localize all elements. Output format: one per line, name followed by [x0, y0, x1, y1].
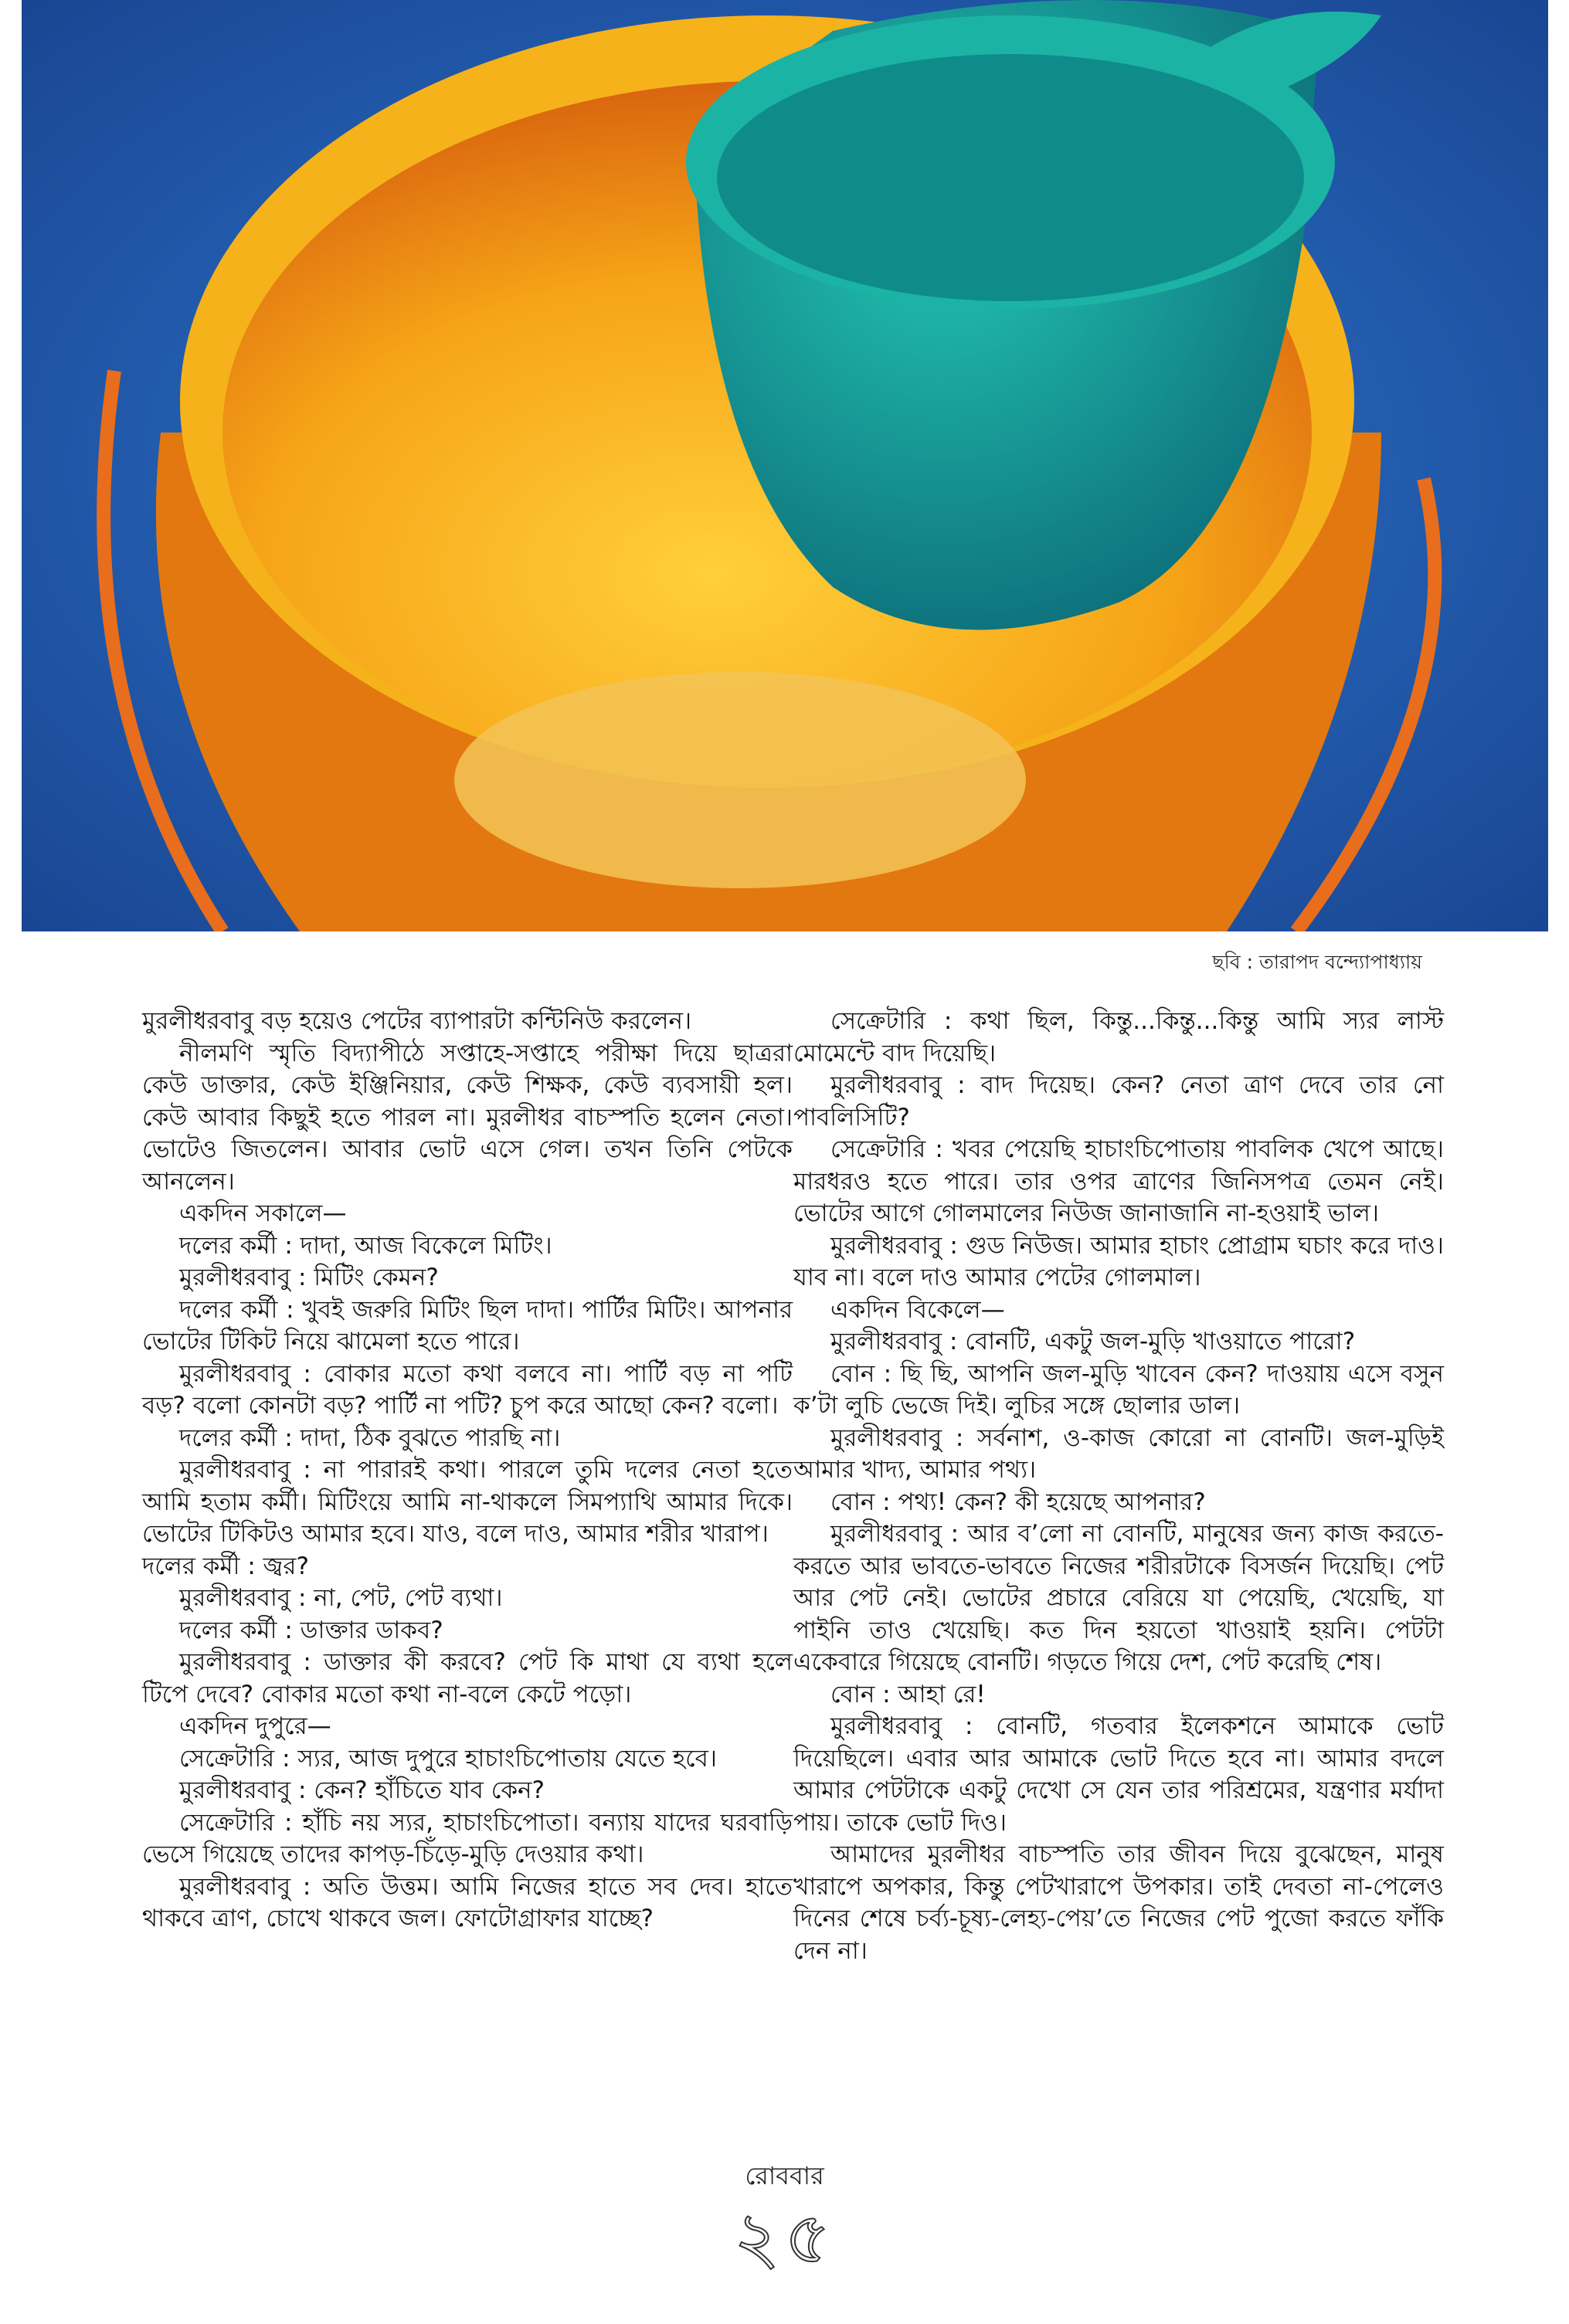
paragraph: একদিন সকালে— — [179, 1199, 347, 1227]
paragraph: দলের কর্মী : দাদা, আজ বিকেলে মিটিং। — [179, 1231, 552, 1260]
paragraph: আমাদের মুরলীধর বাচস্পতি তার জীবন দিয়ে বুঝেছেন, মানুষ খারাপে অপকার, কিন্তু পেটখারাপে উপকার। তাই দেবতা না-পেলেও দিনের শেষে চর্ব্য-চূষ্য-লেহ্য-পেয়’তে নিজের পেট পুজো করতে ফাঁকি দেন না। — [793, 1841, 1444, 1965]
paragraph: মুরলীধরবাবু : কেন? হাঁচিতে যাব কেন? — [179, 1776, 545, 1804]
paragraph: একদিন বিকেলে— — [830, 1295, 1005, 1324]
paragraph: মুরলীধরবাবু : না, পেট, পেট ব্যথা। — [179, 1584, 503, 1612]
paragraph: মুরলীধরবাবু : আর ব’লো না বোনটি, মানুষের জন্য কাজ করতে-করতে আর ভাবতে-ভাবতে নিজের শরীরটাকে বিসর্জন দিয়েছি। পেট আর পেট নেই। ভোটের প্রচারে বেরিয়ে যা পেয়েছি, খেয়েছি, যা পাইনি তাও খেয়েছি। কত দিন হয়তো খাওয়াই হয়নি। পেটটা একেবারে গিয়েছে বোনটি। গড়তে গিয়ে দেশ, পেট করেছি শেষ। — [793, 1520, 1444, 1676]
magazine-name: রোববার — [745, 2161, 824, 2190]
paragraph: মুরলীধরবাবু : বোকার মতো কথা বলবে না। পার্টি বড় না পটি বড়? বলো কোনটা বড়? পার্টি না পটি? চুপ করে আছো কেন? বলো। — [142, 1359, 793, 1420]
paragraph: মুরলীধরবাবু : বাদ দিয়েছ। কেন? নেতা ত্রাণ দেবে তার নো পাবলিসিটি? — [793, 1071, 1444, 1131]
article-column-right — [793, 1006, 1444, 1967]
paragraph: সেক্রেটারি : কথা ছিল, কিন্তু...কিন্তু...কিন্তু আমি স্যর লাস্ট মোমেন্টে বাদ দিয়েছি। — [793, 1007, 1444, 1067]
paragraph: মুরলীধরবাবু : মিটিং কেমন? — [179, 1264, 439, 1291]
paragraph: দলের কর্মী : দাদা, ঠিক বুঝতে পারছি না। — [179, 1423, 561, 1452]
paragraph: মুরলীধরবাবু : বোনটি, গতবার ইলেকশনে আমাকে ভোট দিয়েছিলে। এবার আর আমাকে ভোট দিতে হবে না। আমার বদলে আমার পেটটাকে একটু দেখো সে যেন তার পরিশ্রমের, যন্ত্রণার মর্যাদা পায়। তাকে ভোট দিও। — [793, 1712, 1444, 1837]
paragraph: মুরলীধরবাবু বড় হয়েও পেটের ব্যাপারটা কন্টিনিউ করলেন। — [142, 1007, 692, 1035]
paragraph: বোন : ছি ছি, আপনি জল-মুড়ি খাবেন কেন? দাওয়ায় এসে বসুন ক’টা লুচি ভেজে দিই। লুচির সঙ্গে ছোলার ডাল। — [793, 1359, 1444, 1420]
bucket-water — [454, 672, 1026, 888]
photo-illustration — [22, 0, 1548, 931]
paragraph: দলের কর্মী : ডাক্তার ডাকব? — [179, 1616, 443, 1644]
bucket-and-mug-photo — [22, 0, 1548, 931]
paragraph: মুরলীধরবাবু : সর্বনাশ, ও-কাজ কোরো না বোনটি। জল-মুড়িই আমার খাদ্য, আমার পথ্য। — [793, 1423, 1444, 1484]
paragraph: বোন : আহা রে! — [830, 1680, 986, 1708]
page-number: ২৫ — [733, 2197, 836, 2279]
paragraph: মুরলীধরবাবু : বোনটি, একটু জল-মুড়ি খাওয়াতে পারো? — [830, 1328, 1356, 1355]
mug-inside — [717, 54, 1304, 301]
paragraph: একদিন দুপুরে— — [179, 1712, 331, 1740]
photo-credit: ছবি : তারাপদ বন্দ্যোপাধ্যায় — [1212, 951, 1422, 973]
paragraph: দলের কর্মী : খুবই জরুরি মিটিং ছিল দাদা। পার্টির মিটিং। আপনার ভোটের টিকিট নিয়ে ঝামেলা হতে পারে। — [142, 1295, 793, 1355]
paragraph: দলের কর্মী : জ্বর? — [142, 1552, 309, 1580]
paragraph: সেক্রেটারি : খবর পেয়েছি হাচাংচিপোতায় পাবলিক খেপে আছে। মারধরও হতে পারে। তার ওপর ত্রাণের জিনিসপত্র তেমন নেই। ভোটের আগে গোলমালের নিউজ জানাজানি না-হওয়াই ভাল। — [793, 1135, 1444, 1227]
paragraph: নীলমণি স্মৃতি বিদ্যাপীঠে সপ্তাহে-সপ্তাহে পরীক্ষা দিয়ে ছাত্ররা কেউ ডাক্তার, কেউ ইঞ্জিনিয়ার, কেউ শিক্ষক, কেউ ব্যবসায়ী হল। কেউ আবার কিছুই হতে পারল না। মুরলীধর বাচস্পতি হলেন নেতা। ভোটেও জিতলেন। আবার ভোট এসে গেল। তখন তিনি পেটকে আনলেন। — [142, 1039, 793, 1196]
paragraph: বোন : পথ্য! কেন? কী হয়েছে আপনার? — [830, 1488, 1206, 1516]
paragraph: সেক্রেটারি : স্যর, আজ দুপুরে হাচাংচিপোতায় যেতে হবে। — [179, 1744, 717, 1773]
paragraph: মুরলীধরবাবু : অতি উত্তম। আমি নিজের হাতে সব দেব। হাতে থাকবে ত্রাণ, চোখে থাকবে জল। ফোটোগ্রাফার যাচ্ছে? — [142, 1872, 793, 1932]
paragraph: সেক্রেটারি : হাঁচি নয় স্যর, হাচাংচিপোতা। বন্যায় যাদের ঘরবাড়ি ভেসে গিয়েছে তাদের কাপড়-চিঁড়ে-মুড়ি দেওয়ার কথা। — [142, 1808, 793, 1868]
paragraph: মুরলীধরবাবু : গুড নিউজ। আমার হাচাং প্রোগ্রাম ঘচাং করে দাও। যাব না। বলে দাও আমার পেটের গোলমাল। — [793, 1231, 1444, 1291]
paragraph: মুরলীধরবাবু : না পারারই কথা। পারলে তুমি দলের নেতা হতে আমি হতাম কর্মী। মিটিংয়ে আমি না-থাকলে সিমপ্যাথি আমার দিকে। ভোটের টিকিটও আমার হবে। যাও, বলে দাও, আমার শরীর খারাপ। — [142, 1456, 793, 1548]
paragraph: মুরলীধরবাবু : ডাক্তার কী করবে? পেট কি মাথা যে ব্যথা হলে টিপে দেবে? বোকার মতো কথা না-বলে কেটে পড়ো। — [142, 1648, 793, 1708]
article-column-left — [142, 1006, 793, 1936]
